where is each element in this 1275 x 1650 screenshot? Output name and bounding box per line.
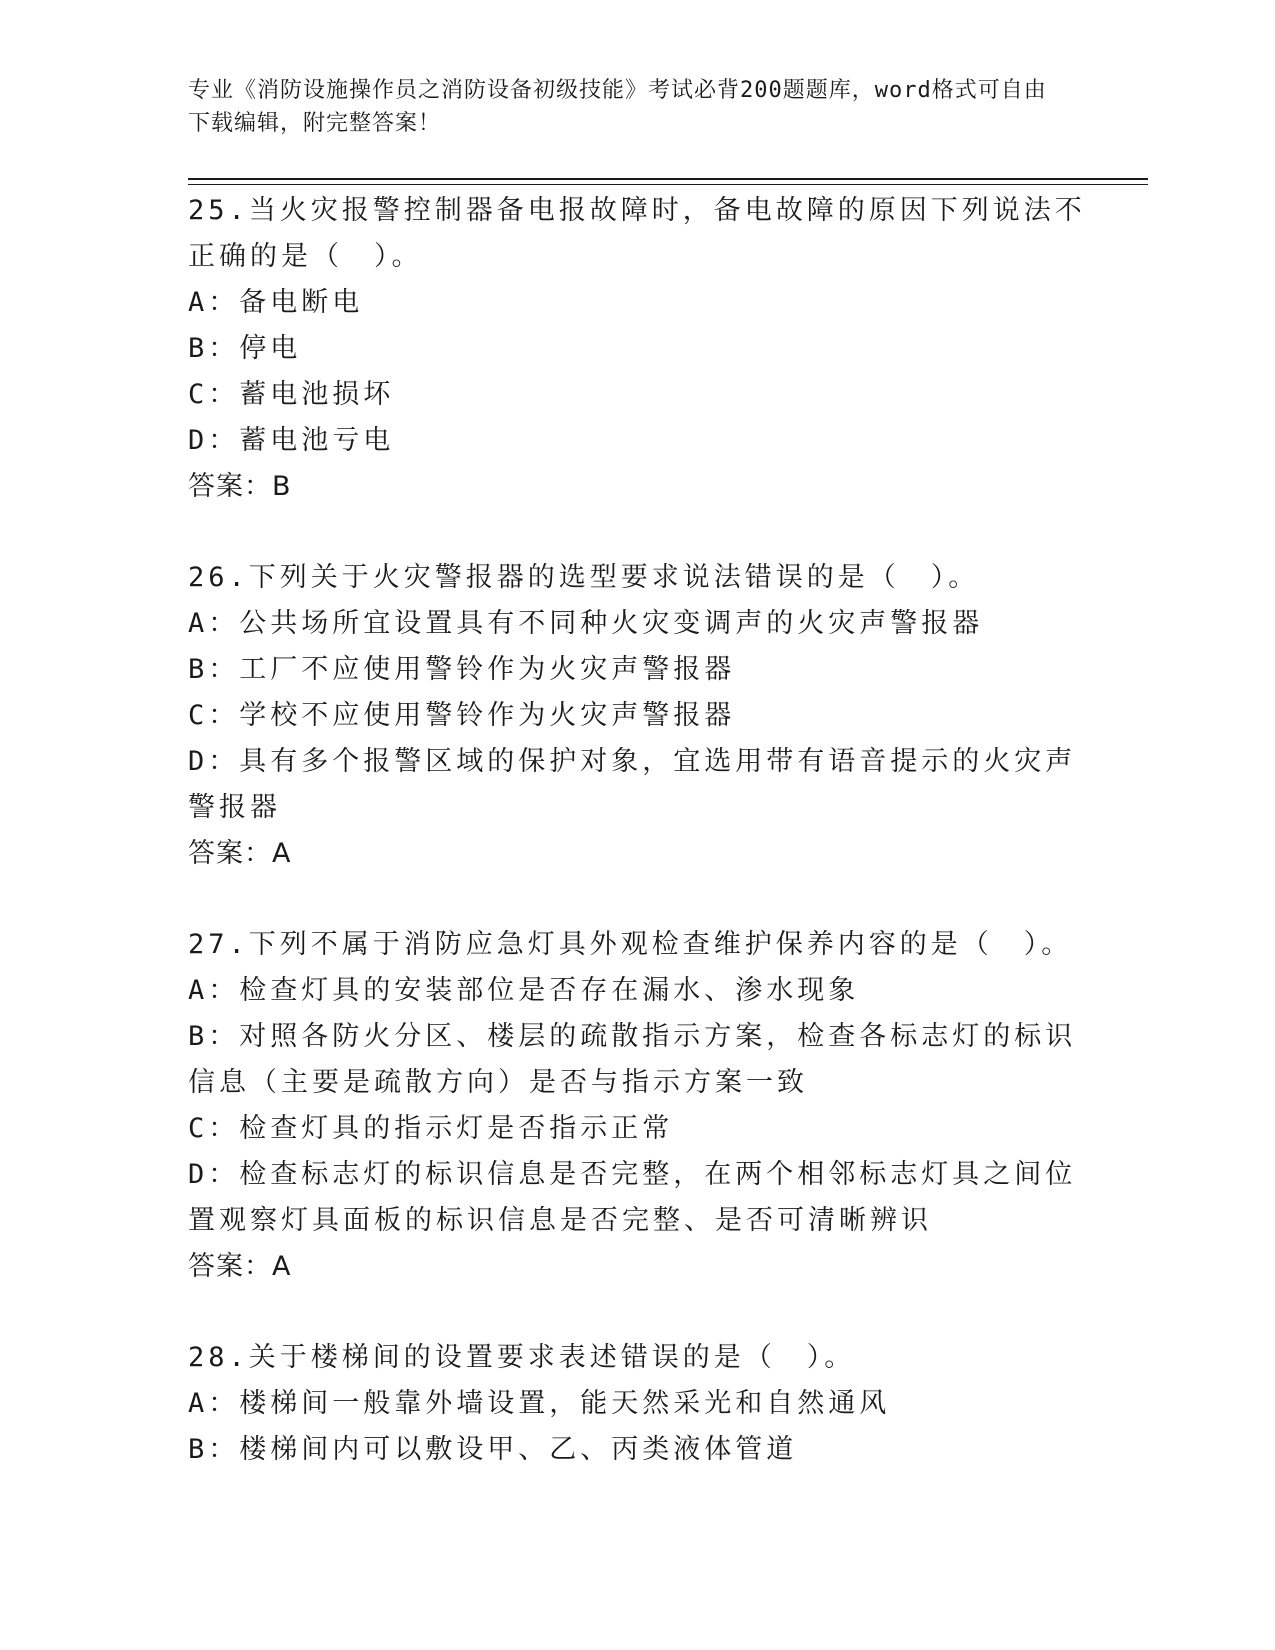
option-a: A：公共场所宜设置具有不同种火灾变调声的火灾声警报器 (188, 608, 984, 639)
option-c: C：检查灯具的指示灯是否指示正常 (188, 1113, 674, 1144)
answer-line (188, 1244, 1088, 1290)
answer-line (188, 831, 1088, 877)
option-d: D：具有多个报警区域的保护对象，宜选用带有语音提示的火灾声警报器 (188, 746, 1077, 823)
option-b: B：对照各防火分区、楼层的疏散指示方案，检查各标志灯的标识信息（主要是疏散方向）是否与指示方案一致 (188, 1021, 1077, 1098)
option-b: B：停电 (188, 333, 302, 364)
question-26 (188, 555, 1088, 877)
question-28 (188, 1335, 1088, 1473)
option-b: B：工厂不应使用警铃作为火灾声警报器 (188, 654, 736, 685)
option-a: A：楼梯间一般靠外墙设置，能天然采光和自然通风 (188, 1388, 891, 1419)
option-b: B：楼梯间内可以敷设甲、乙、丙类液体管道 (188, 1434, 798, 1465)
option-a: A：备电断电 (188, 287, 364, 318)
question-stem: 26.下列关于火灾警报器的选型要求说法错误的是（ ）。 (188, 562, 980, 593)
question-stem: 27.下列不属于消防应急灯具外观检查维护保养内容的是（ ）。 (188, 929, 1073, 960)
question-27 (188, 922, 1088, 1290)
option-a: A：检查灯具的安装部位是否存在漏水、渗水现象 (188, 975, 860, 1006)
option-d: D：蓄电池亏电 (188, 425, 395, 456)
answer-value: A (272, 838, 292, 869)
answer-label: 答案： (188, 838, 272, 869)
question-list (188, 188, 1088, 1473)
option-c: C：蓄电池损坏 (188, 379, 395, 410)
question-stem: 28.关于楼梯间的设置要求表述错误的是（ ）。 (188, 1342, 856, 1373)
question-stem: 25.当火灾报警控制器备电报故障时，备电故障的原因下列说法不正确的是（ ）。 (188, 195, 1086, 272)
answer-label: 答案： (188, 471, 272, 502)
header-rule-thin (188, 184, 1148, 185)
question-25 (188, 188, 1088, 510)
header-rule-thick (188, 178, 1148, 180)
answer-label: 答案： (188, 1251, 272, 1282)
answer-line (188, 464, 1088, 510)
option-d: D：检查标志灯的标识信息是否完整，在两个相邻标志灯具之间位置观察灯具面板的标识信息是否完整、是否可清晰辨识 (188, 1159, 1077, 1236)
answer-value: B (272, 471, 292, 502)
document-header: 专业《消防设施操作员之消防设备初级技能》考试必背200题题库，word格式可自由下载编辑，附完整答案！ (188, 78, 1047, 136)
option-c: C：学校不应使用警铃作为火灾声警报器 (188, 700, 736, 731)
answer-value: A (272, 1251, 292, 1282)
